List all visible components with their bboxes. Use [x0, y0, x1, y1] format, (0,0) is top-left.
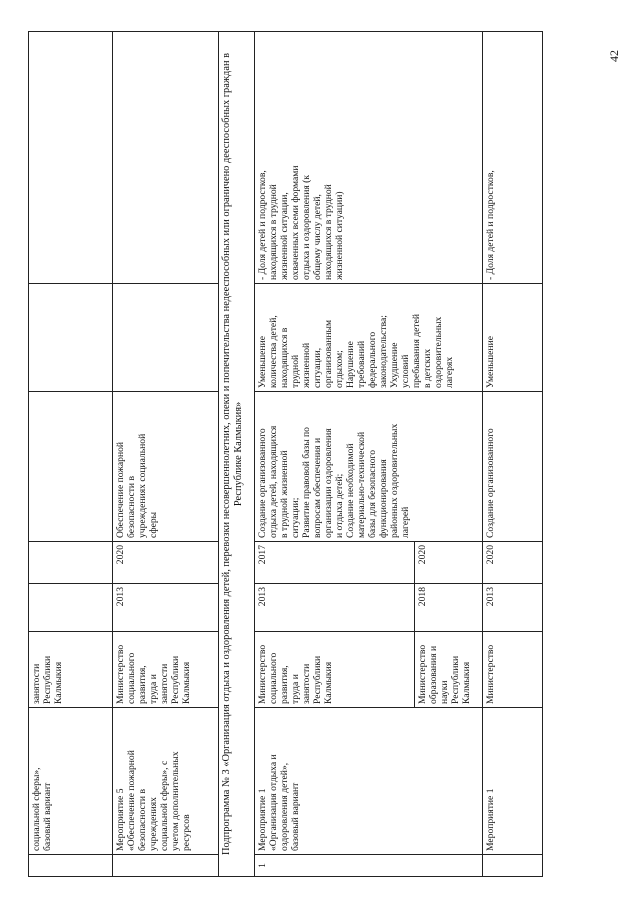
cell-consequences — [29, 284, 113, 392]
cell-expected-result — [29, 392, 113, 542]
cell-executor: Министерство социального развития, труда и занятости Республики Калмыкия — [113, 632, 219, 708]
cell-end-year — [29, 542, 113, 584]
cell-executor: Министерство образования и науки Республики Калмыкия — [415, 632, 483, 708]
cell-indicator — [113, 32, 219, 284]
table-row-4 — [483, 32, 543, 877]
cell-start-year: 2013 — [483, 584, 543, 632]
cell-measure-name: социальной сферы», базовый вариант — [29, 708, 113, 855]
cell-measure-name: Мероприятие 1 «Организация отдыха и оздоровления детей», базовый вариант — [255, 708, 483, 855]
cell-number — [113, 855, 219, 877]
subprogram-heading: Подпрограмма № 3 «Организация отдыха и оздоровления детей, перевозки несовершеннолетних, опеки и попечительства недееспособных или ограничено дееспособных граждан в Республике Калмыкия» — [219, 32, 255, 877]
table-row-2 — [113, 32, 219, 877]
cell-expected-result: Создание организованного отдыха детей, находящихся в трудной жизненной ситуации; Развитие правовой базы по вопросам обеспечения и организации оздоровления и отдыха детей; Создание необходимой материально-технической базы для безопасного функционирования районных оздоровительных лагерей — [255, 392, 483, 542]
cell-consequences — [113, 284, 219, 392]
cell-end-year: 2017 — [255, 542, 415, 584]
table-row-1 — [29, 32, 113, 877]
cell-expected-result: Создание организованного — [483, 392, 543, 542]
cell-number — [29, 855, 113, 877]
cell-start-year — [29, 584, 113, 632]
program-table — [28, 31, 543, 877]
cell-expected-result: Обеспечение пожарной безопасности в учреждениях социальной сферы — [113, 392, 219, 542]
cell-number — [483, 855, 543, 877]
page-number: 42 — [607, 50, 621, 62]
cell-measure-name: Мероприятие 1 — [483, 708, 543, 855]
cell-executor: Министерство — [483, 632, 543, 708]
cell-end-year: 2020 — [113, 542, 219, 584]
rotated-table-sheet — [28, 32, 603, 877]
cell-start-year: 2018 — [415, 584, 483, 632]
cell-executor: Министерство социального развития, труда и занятости Республики Калмыкия — [255, 632, 415, 708]
cell-measure-name: Мероприятие 5 «Обеспечение пожарной безопасности в учреждениях социальной сферы», с учетом дополнительных ресурсов — [113, 708, 219, 855]
cell-start-year: 2013 — [255, 584, 415, 632]
cell-consequences: Уменьшение — [483, 284, 543, 392]
cell-end-year: 2020 — [483, 542, 543, 584]
cell-number: 1 — [255, 855, 483, 877]
cell-indicator: - Доля детей и подростков, находящихся в трудной жизненной ситуации, охваченных всеми формами отдыха и оздоровления (к общему числу детей, находящихся в трудной жизненной ситуации) — [255, 32, 483, 284]
table-row-3a — [255, 32, 415, 877]
cell-start-year: 2013 — [113, 584, 219, 632]
cell-indicator: - Доля детей и подростков, — [483, 32, 543, 284]
cell-end-year: 2020 — [415, 542, 483, 584]
cell-indicator — [29, 32, 113, 284]
cell-executor: занятости Республики Калмыкия — [29, 632, 113, 708]
cell-consequences: Уменьшение количества детей, находящихся в трудной жизненной ситуации, организованным отдыхом; Нарушение требований федерального законодательства; Ухудшение условий пребывания детей в детских оздоровительных лагерях — [255, 284, 483, 392]
subprogram-row — [219, 32, 255, 877]
